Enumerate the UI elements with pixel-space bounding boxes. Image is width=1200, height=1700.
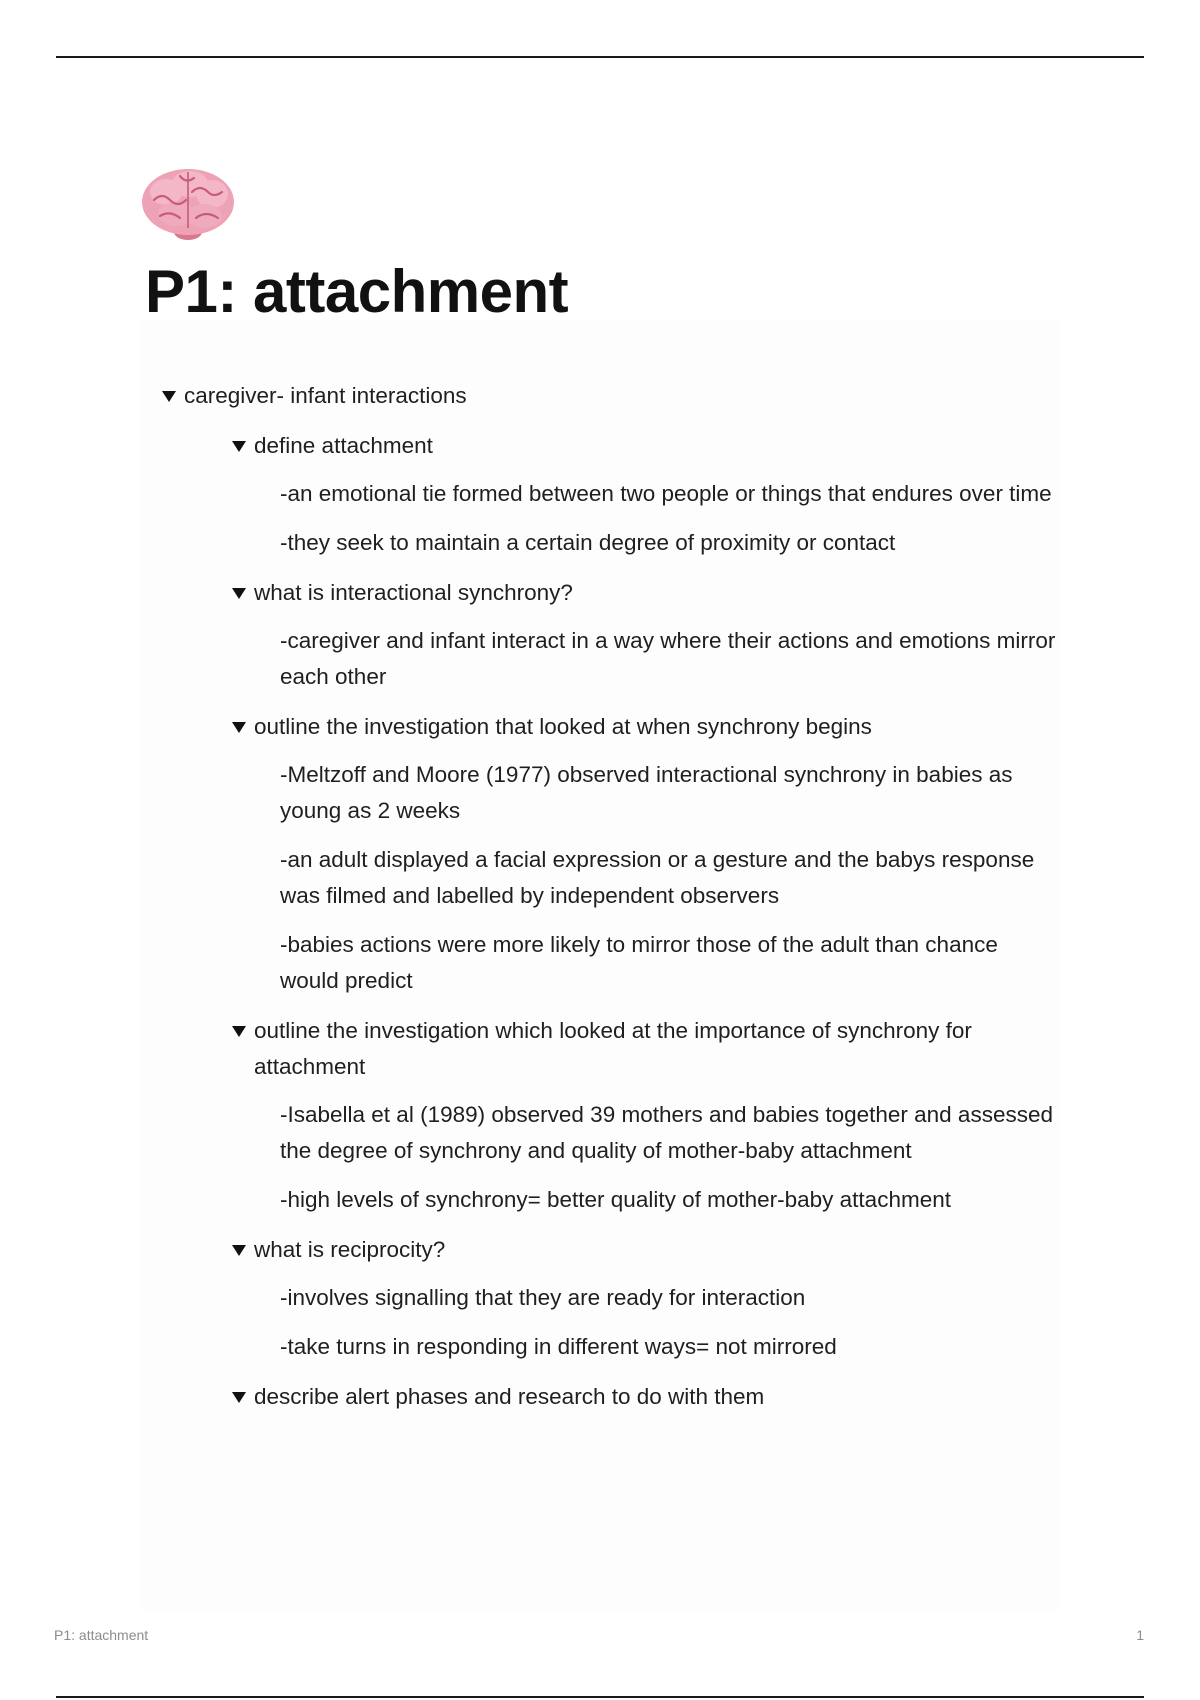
paragraph: -an emotional tie formed between two people or things that endures over time bbox=[280, 481, 1052, 506]
toggle-label: define attachment bbox=[254, 433, 433, 458]
paragraph: -take turns in responding in different ways= not mirrored bbox=[280, 1334, 837, 1359]
paragraph: -Meltzoff and Moore (1977) observed interactional synchrony in babies as young as 2 weeks bbox=[280, 762, 1013, 823]
toggle-label: what is reciprocity? bbox=[254, 1237, 446, 1262]
toggle-caregiver-infant-interactions[interactable] bbox=[158, 378, 1058, 1415]
toggle-label: what is interactional synchrony? bbox=[254, 580, 573, 605]
top-rule bbox=[56, 56, 1144, 58]
paragraph: -babies actions were more likely to mirror those of the adult than chance would predict bbox=[280, 932, 998, 993]
toggle-triangle-icon[interactable] bbox=[232, 588, 246, 599]
toggle-label: outline the investigation that looked at when synchrony begins bbox=[254, 714, 872, 739]
footer-title: P1: attachment bbox=[54, 1627, 149, 1643]
toggle-label: describe alert phases and research to do with them bbox=[254, 1384, 765, 1409]
paragraph: -high levels of synchrony= better quality of mother-baby attachment bbox=[280, 1187, 951, 1212]
brain-icon bbox=[140, 162, 236, 246]
paragraph: -Isabella et al (1989) observed 39 mothers and babies together and assessed the degree of synchrony and quality of mother-baby attachment bbox=[280, 1102, 1053, 1163]
page-number: 1 bbox=[1136, 1627, 1144, 1643]
paragraph: -an adult displayed a facial expression or a gesture and the babys response was filmed and labelled by independent observers bbox=[280, 847, 1035, 908]
outline bbox=[158, 378, 1058, 1415]
toggle-interactional-synchrony[interactable] bbox=[228, 575, 1058, 695]
toggle-triangle-icon[interactable] bbox=[232, 1245, 246, 1256]
toggle-label: outline the investigation which looked at the importance of synchrony for attachment bbox=[254, 1018, 972, 1079]
toggle-triangle-icon[interactable] bbox=[232, 722, 246, 733]
toggle-define-attachment[interactable] bbox=[228, 428, 1058, 561]
toggle-importance-of-synchrony[interactable] bbox=[228, 1013, 1058, 1218]
paragraph: -caregiver and infant interact in a way where their actions and emotions mirror each other bbox=[280, 628, 1056, 689]
paragraph: -involves signalling that they are ready for interaction bbox=[280, 1285, 806, 1310]
bottom-rule bbox=[56, 1696, 1144, 1698]
toggle-synchrony-begins[interactable] bbox=[228, 709, 1058, 999]
toggle-label: caregiver- infant interactions bbox=[184, 383, 467, 408]
page-title: P1: attachment bbox=[145, 258, 569, 325]
toggle-triangle-icon[interactable] bbox=[232, 1026, 246, 1037]
toggle-alert-phases[interactable] bbox=[228, 1379, 1058, 1415]
toggle-reciprocity[interactable] bbox=[228, 1232, 1058, 1365]
toggle-triangle-icon[interactable] bbox=[232, 1392, 246, 1403]
paragraph: -they seek to maintain a certain degree of proximity or contact bbox=[280, 530, 896, 555]
toggle-triangle-icon[interactable] bbox=[162, 391, 176, 402]
toggle-triangle-icon[interactable] bbox=[232, 441, 246, 452]
